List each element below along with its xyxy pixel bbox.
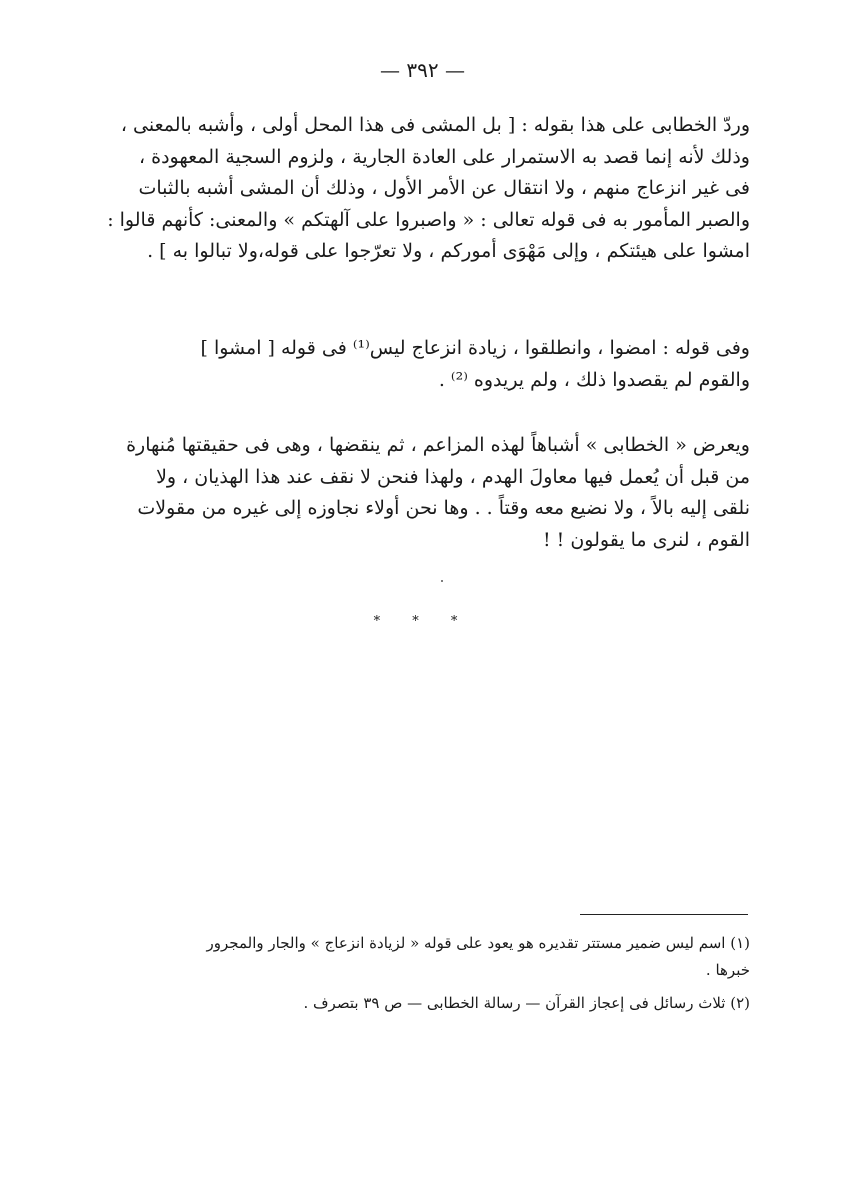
footnote-line: خبرها . xyxy=(705,961,750,979)
page-number: — ٣٩٢ — xyxy=(380,58,465,82)
text-line: وردّ الخطابى على هذا بقوله : [ بل المشى فى هذا المحل أولى ، وأشبه بالمعنى ، xyxy=(120,114,750,136)
text-line: والقوم لم يقصدوا ذلك ، ولم يريدوه ⁽²⁾ . xyxy=(438,368,750,391)
text-line: وفى قوله : امضوا ، وانطلقوا ، زيادة انزعاج ليس⁽¹⁾ فى قوله [ امشوا ] xyxy=(200,337,750,359)
text-line: وذلك لأنه إنما قصد به الاستمرار على العادة الجارية ، ولزوم السجية المعهودة ، xyxy=(138,145,750,168)
footnote-line: (١) اسم ليس ضمير مستتر تقديره هو يعود على قوله « لزيادة انزعاج » والجار والمجرور xyxy=(206,934,750,952)
footnote-divider xyxy=(580,914,748,915)
scan-speck xyxy=(441,580,443,582)
text-line: ويعرض « الخطابى » أشباهاً لهذه المزاعم ، ثم ينقضها ، وهى فى حقيقتها مُنهارة xyxy=(126,434,750,456)
footnote-1 xyxy=(206,930,750,984)
footnote-line: (٢) ثلاث رسائل فى إعجاز القرآن — رسالة الخطابى — ص ٣٩ بتصرف . xyxy=(303,994,750,1012)
section-separator: * * * xyxy=(373,614,472,629)
paragraph-refutation xyxy=(126,430,750,556)
text-line: نلقى إليه بالاً ، ولا نضيع معه وقتاً . . وها نحن أولاء نجاوزه إلى غيره من مقولات xyxy=(137,497,750,519)
paragraph-khattabi-reply xyxy=(107,110,750,268)
footnote-2 xyxy=(215,990,750,1017)
text-line: القوم ، لنرى ما يقولون ! ! xyxy=(542,528,750,551)
text-line: والصبر المأمور به فى قوله تعالى : « واصبروا على آلهتكم » والمعنى: كأنهم قالوا : xyxy=(107,208,750,231)
footnotes xyxy=(206,930,750,1023)
paragraph-inzi-aj xyxy=(200,333,750,396)
text-line: امشوا على هيئتكم ، وإلى مَهْوَى أموركم ، ولا تعرّجوا على قوله،ولا تبالوا به ] . xyxy=(147,240,750,262)
text-line: من قبل أن يُعمل فيها معاولَ الهدم ، ولهذا فنحن لا نقف عند هذا الهذيان ، ولا xyxy=(156,465,750,488)
text-line: فى غير انزعاج منهم ، ولا انتقال عن الأمر الأول ، وذلك أن المشى أشبه بالثبات xyxy=(138,177,750,199)
